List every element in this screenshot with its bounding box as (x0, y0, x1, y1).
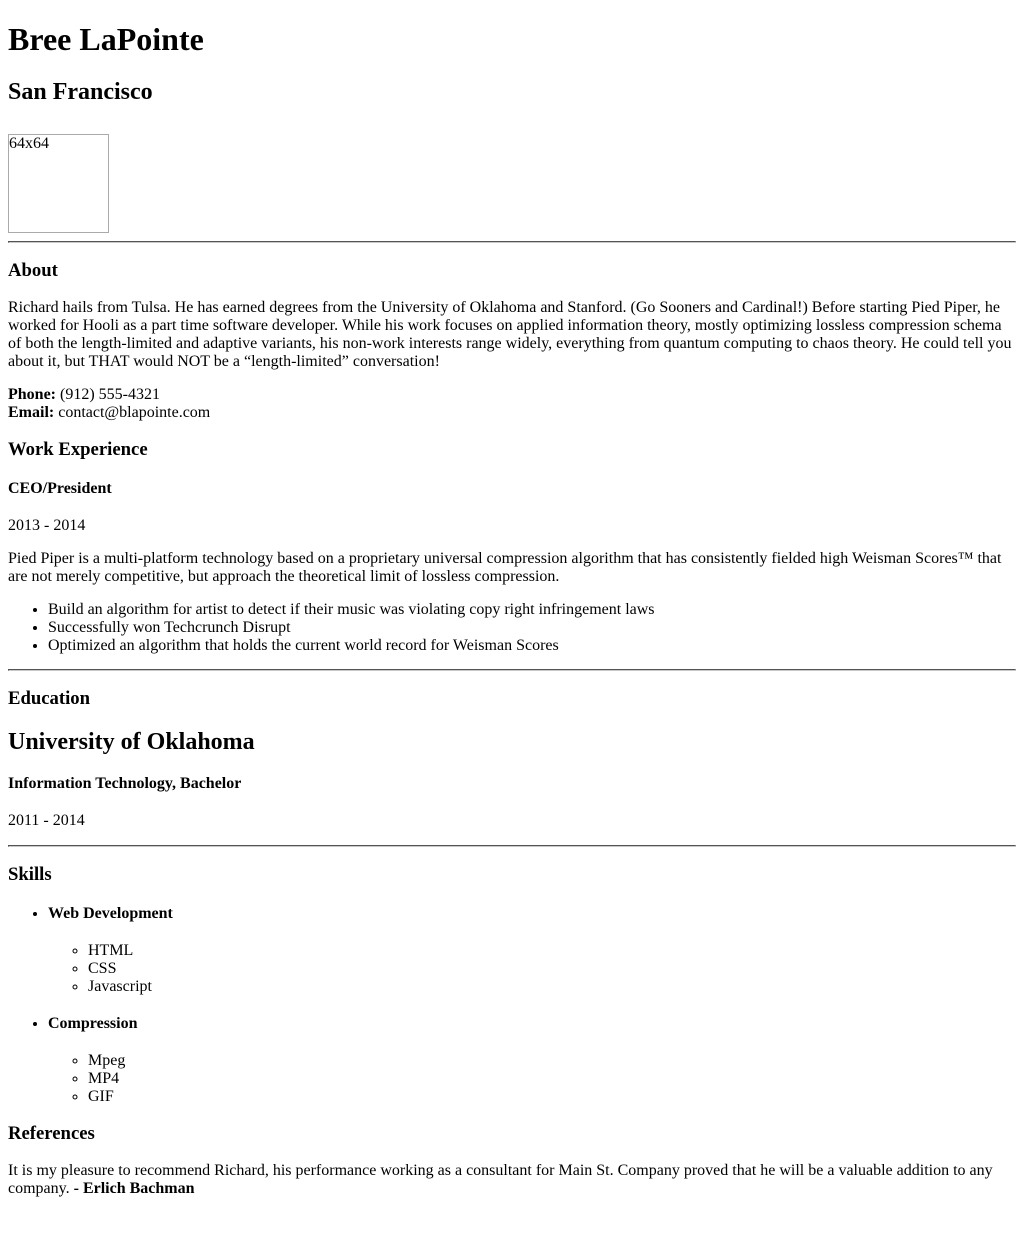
education-heading: Education (8, 688, 91, 709)
skills-section (8, 864, 1016, 1106)
job-description: Pied Piper is a multi-platform technology based on a proprietary universal compression algorithm that has consistently fielded high Weisman Scores™ that are not merely competitive, but approach the theoretical limit of lossless compression. (8, 550, 1002, 585)
section-divider (8, 669, 1016, 671)
skill-item: ◦ Javascript (88, 978, 1016, 996)
skill-group (48, 905, 1016, 996)
skill-group (48, 1015, 1016, 1106)
section-divider (8, 845, 1016, 847)
reference-text: It is my pleasure to recommend Richard, his performance working as a consultant for Main St. Company proved that he will be a valuable addition to any company. (8, 1162, 993, 1197)
skill-item: ◦ Mpeg (88, 1052, 1016, 1070)
phone-value: (912) 555-4321 (60, 386, 160, 403)
skill-item: ◦ MP4 (88, 1070, 1016, 1088)
skill-item: ◦ CSS (88, 960, 1016, 978)
resume-header (8, 21, 1016, 233)
skills-heading: Skills (8, 864, 52, 885)
job-highlight-item: • Successfully won Techcrunch Disrupt (48, 619, 1016, 637)
job-title: CEO/President (8, 480, 112, 497)
work-experience-section (8, 439, 1016, 655)
education-dates: 2011 - 2014 (8, 812, 85, 829)
skill-items-list (48, 942, 1016, 996)
skill-items-list (48, 1052, 1016, 1106)
email-label: Email: (8, 404, 55, 421)
phone-label: Phone: (8, 386, 56, 403)
person-name: Bree LaPointe (8, 21, 204, 57)
degree: Information Technology, Bachelor (8, 775, 242, 792)
about-heading: About (8, 260, 58, 281)
about-summary: Richard hails from Tulsa. He has earned degrees from the University of Oklahoma and Stanford. (Go Sooners and Cardinal!) Before starting Pied Piper, he worked for Hooli as a part time software developer. While his work focuses on applied information theory, mostly optimizing lossless compression schema of both the length-limited and adaptive variants, his non-work interests range widely, everything from quantum computing to chaos theory. He could tell you about it, but THAT would NOT be a “length-limited” conversation! (8, 299, 1012, 370)
education-section (8, 688, 1016, 830)
email-value: contact@blapointe.com (58, 404, 211, 421)
skill-item: ◦ GIF (88, 1088, 1016, 1106)
about-section (8, 260, 1016, 422)
job-highlight-item: • Build an algorithm for artist to detect if their music was violating copy right infringement laws (48, 601, 1016, 619)
references-heading: References (8, 1123, 95, 1144)
skills-list (8, 905, 1016, 1106)
section-divider (8, 241, 1016, 243)
job-highlights-list (8, 601, 1016, 655)
contact-info (8, 386, 1016, 422)
skill-group-name: • Compression (48, 1015, 138, 1032)
profile-photo-placeholder: 64x64 (8, 134, 109, 233)
work-experience-heading: Work Experience (8, 439, 148, 460)
references-section (8, 1123, 1016, 1198)
skill-item: ◦ HTML (88, 942, 1016, 960)
job-highlight-item: • Optimized an algorithm that holds the current world record for Weisman Scores (48, 637, 1016, 655)
school-name: University of Oklahoma (8, 729, 255, 755)
job-dates: 2013 - 2014 (8, 517, 86, 534)
skill-group-name: • Web Development (48, 905, 173, 922)
reference-quote (8, 1162, 1016, 1198)
person-location: San Francisco (8, 79, 153, 105)
reference-attribution: - Erlich Bachman (73, 1180, 195, 1197)
